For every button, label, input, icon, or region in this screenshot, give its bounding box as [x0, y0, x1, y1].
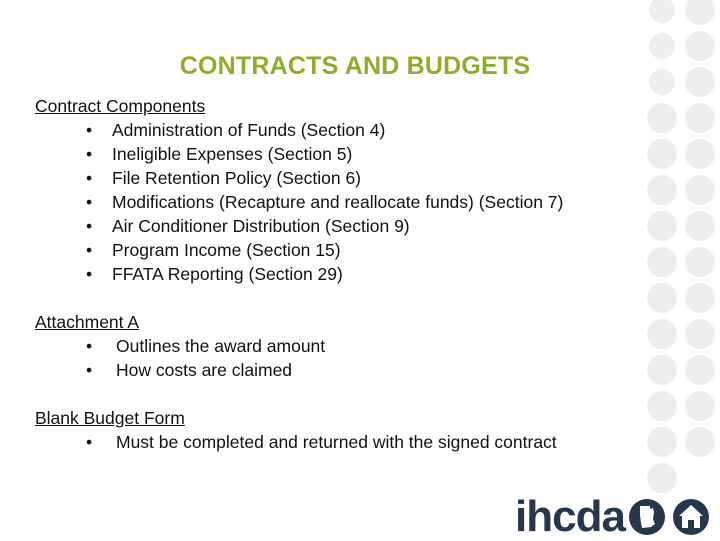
slide-title	[0, 52, 720, 81]
decorative-dot	[685, 283, 715, 313]
bullet-icon: •	[86, 120, 93, 140]
bullet-icon: •	[86, 264, 93, 284]
list-item-text: FFATA Reporting (Section 29)	[112, 264, 343, 284]
logo-text: ihcda	[515, 492, 625, 541]
section-heading: Contract Components	[35, 96, 206, 116]
bullet-icon: •	[86, 336, 93, 356]
section-heading: Attachment A	[35, 312, 140, 332]
decorative-dot	[685, 427, 715, 457]
list-item	[35, 214, 655, 238]
decorative-dot	[649, 0, 675, 23]
list-item-text: File Retention Policy (Section 6)	[112, 168, 361, 188]
bullet-icon: •	[86, 240, 93, 260]
contract-components-section	[35, 94, 655, 286]
list-item	[35, 334, 655, 358]
bullet-icon: •	[86, 216, 93, 236]
list-item	[35, 166, 655, 190]
list-item-text: Program Income (Section 15)	[112, 240, 341, 260]
spacer	[35, 286, 655, 310]
decorative-dot	[685, 211, 715, 241]
list-item-text: Must be completed and returned with the signed contract	[116, 432, 557, 452]
decorative-dot	[685, 175, 715, 205]
bullet-icon: •	[86, 192, 93, 212]
decorative-dot	[685, 139, 715, 169]
list-item	[35, 238, 655, 262]
bullet-icon: •	[86, 144, 93, 164]
attachment-a-section	[35, 310, 655, 382]
list-item-text: Administration of Funds (Section 4)	[112, 120, 386, 140]
list-item-text: Ineligible Expenses (Section 5)	[112, 144, 353, 164]
bullet-list	[35, 118, 655, 286]
decorative-dot	[685, 391, 715, 421]
indiana-house-logo-icon	[627, 495, 719, 539]
bullet-list	[35, 334, 655, 382]
section-heading: Blank Budget Form	[35, 408, 185, 428]
list-item	[35, 118, 655, 142]
ihcda-logo	[515, 493, 719, 541]
list-item-text: Outlines the award amount	[116, 336, 326, 356]
list-item	[35, 262, 655, 286]
blank-budget-form-section	[35, 406, 655, 454]
list-item-text: How costs are claimed	[116, 360, 293, 380]
list-item	[35, 190, 655, 214]
decorative-dot	[685, 247, 715, 277]
list-item-text: Modifications (Recapture and reallocate funds) (Section 7)	[112, 192, 564, 212]
bullet-icon: •	[86, 432, 93, 452]
decorative-dot	[647, 463, 677, 493]
decorative-dot	[685, 355, 715, 385]
decorative-dot	[685, 0, 715, 25]
bullet-list	[35, 430, 655, 454]
list-item	[35, 142, 655, 166]
spacer	[35, 382, 655, 406]
list-item	[35, 430, 655, 454]
list-item-text: Air Conditioner Distribution (Section 9)	[112, 216, 410, 236]
slide-title-text: CONTRACTS AND BUDGETS	[179, 52, 531, 80]
slide-content	[35, 94, 655, 454]
list-item	[35, 358, 655, 382]
bullet-icon: •	[86, 360, 93, 380]
decorative-dot	[685, 319, 715, 349]
decorative-dot	[685, 103, 715, 133]
bullet-icon: •	[86, 168, 93, 188]
